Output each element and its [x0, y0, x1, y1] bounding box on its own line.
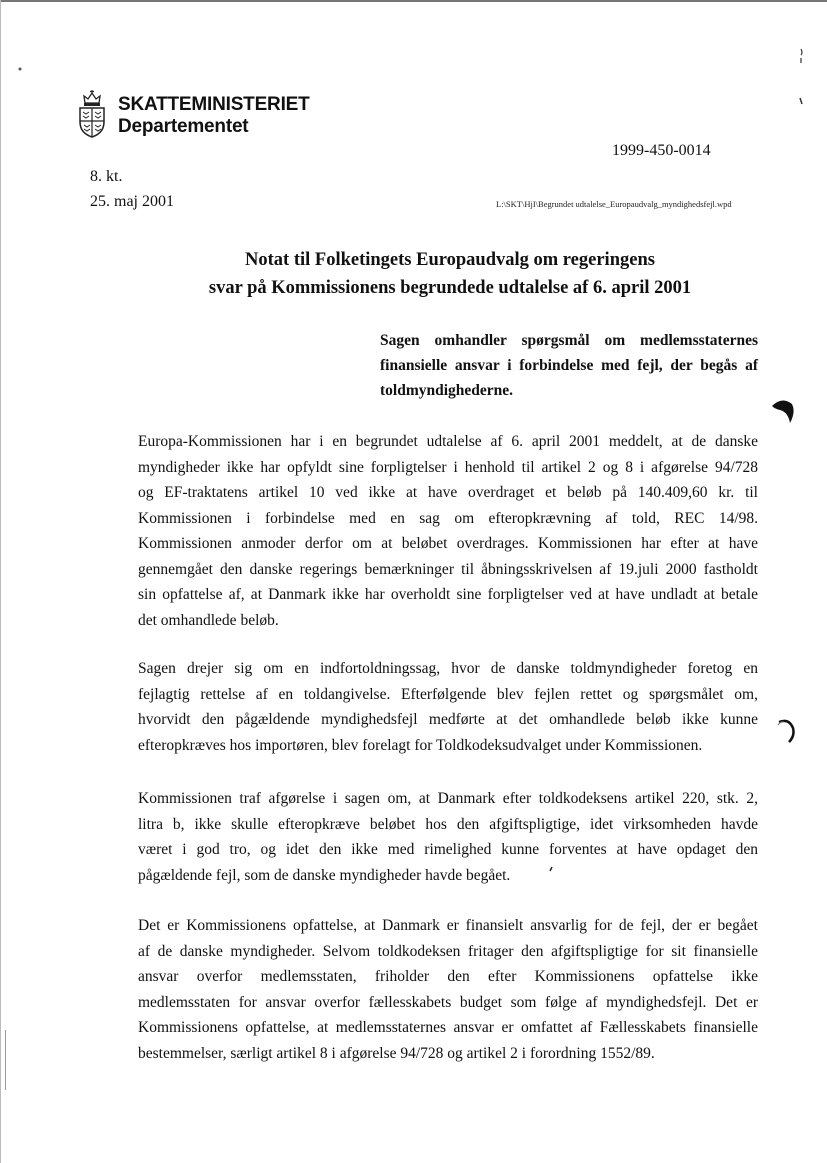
paragraph-line: fejlagtig rettelse af en toldangivelse. Efterfølgende blev fejlen rettet og spørgsmålet om, [138, 685, 758, 703]
paragraph-line: Sagen drejer sig om en indfortoldningssag, hvor de danske toldmyndigheder foretog en [138, 660, 758, 677]
title-line: Notat til Folketingets Europaudvalg om regeringens [245, 250, 655, 270]
paragraph-line: medlemsstaten for ansvar overfor fællesskabets budget som følge af myndighedsfejl. Det er [138, 993, 758, 1011]
paragraph-line: Kommissionen i forbindelse med en sag om efteropkrævning af told, REC 14/98. [138, 509, 758, 527]
paragraph-line: hvorvidt den pågældende myndighedsfejl medførte at det omhandlede beløb ikke kunne [138, 711, 758, 728]
paragraph-line: sin opfattelse af, at Danmark ikke har overholdt sine forpligtelser ved at have undladt at betale [138, 586, 758, 603]
paragraph-line: pågældende fejl, som de danske myndigheder havde begået. [138, 866, 511, 884]
department-name: Departementet [118, 116, 249, 137]
paragraph-line: ansvar overfor medlemsstaten, friholder den efter Kommissionens opfattelse ikke [138, 968, 758, 985]
document-number: 1999-450-0014 [612, 142, 711, 159]
punch-hole-mark [775, 716, 797, 744]
paragraph-line: myndigheder ikke har opfyldt sine forpligtelser i henhold til artikel 2 og 8 i afgørelse 94/728 [138, 458, 758, 476]
document-date: 25. maj 2001 [90, 193, 174, 210]
document-title [140, 246, 760, 302]
paragraph-line: Det er Kommissionens opfattelse, at Danmark er finansielt ansvarlig for de fejl, der er begået [138, 917, 758, 934]
scan-speck [798, 97, 804, 105]
top-border [0, 0, 827, 2]
file-path: L:\SKT\HjI\Begrundet udtalelse_Europaudvalg_myndighedsfejl.wpd [496, 199, 732, 209]
paragraph-line: Europa-Kommissionen har i en begrundet udtalelse af 6. april 2001 meddelt, at de danske [138, 433, 758, 450]
paragraph-line: det omhandlede beløb. [138, 611, 279, 629]
paragraph-line: gennemgået den danske regerings bemærkninger til åbningsskrivelsen af 19.juli 2000 fastholdt [138, 560, 758, 578]
title-line: svar på Kommissionens begrundede udtalelse af 6. april 2001 [208, 278, 692, 298]
paragraph-line: af de danske myndigheder. Selvom toldkodeksen fritager den afgiftspligtige for sit finansielle [138, 942, 758, 960]
summary-line: toldmyndighederne. [380, 382, 514, 399]
summary-line: Sagen omhandler spørgsmål om medlemsstaternes [380, 332, 758, 349]
left-border [0, 0, 1, 1163]
scan-speck [18, 67, 22, 71]
paragraph-line: efteropkræves hos importøren, blev forelagt for Toldkodeksudvalget under Kommissionen. [138, 736, 703, 754]
paragraph-line: været i god tro, og idet den ikke med rimelighed kunne forventes at have opdaget den [138, 841, 758, 858]
scan-speck [796, 47, 806, 65]
royal-crest-icon [76, 90, 108, 138]
scan-mark [5, 1030, 6, 1090]
paragraph-line: Kommissionen anmoder derfor om at beløbet overdrages. Kommissionen har efter at have [138, 535, 758, 552]
summary-line: finansielle ansvar i forbindelse med fejl, der begås af [380, 357, 758, 374]
summary-block [380, 328, 758, 403]
paragraph-line: bestemmelser, særligt artikel 8 i afgørelse 94/728 og artikel 2 i forordning 1552/89. [138, 1044, 655, 1062]
body-paragraph-3 [138, 786, 758, 888]
punch-hole-mark [770, 398, 796, 424]
ministry-heading [118, 94, 310, 138]
body-paragraph-1 [138, 429, 758, 633]
body-paragraph-4 [138, 913, 758, 1066]
paragraph-line: Kommissionen traf afgørelse i sagen om, at Danmark efter toldkodeksens artikel 220, stk. 2, [138, 790, 758, 807]
scan-speck [548, 866, 554, 872]
paragraph-line: Kommissionens opfattelse, at medlemsstaternes ansvar er omfattet af Fællesskabets finansielle [138, 1019, 758, 1036]
paragraph-line: og EF-traktatens artikel 10 ved ikke at have overdraget et beløb på 140.409,60 kr. til [138, 484, 758, 501]
paragraph-line: litra b, ikke skulle efteropkræve beløbet hos den afgiftspligtige, idet virksomheden havde [138, 815, 758, 833]
ministry-name: SKATTEMINISTERIET [118, 94, 310, 115]
body-paragraph-2 [138, 656, 758, 758]
office-code: 8. kt. [90, 168, 123, 185]
